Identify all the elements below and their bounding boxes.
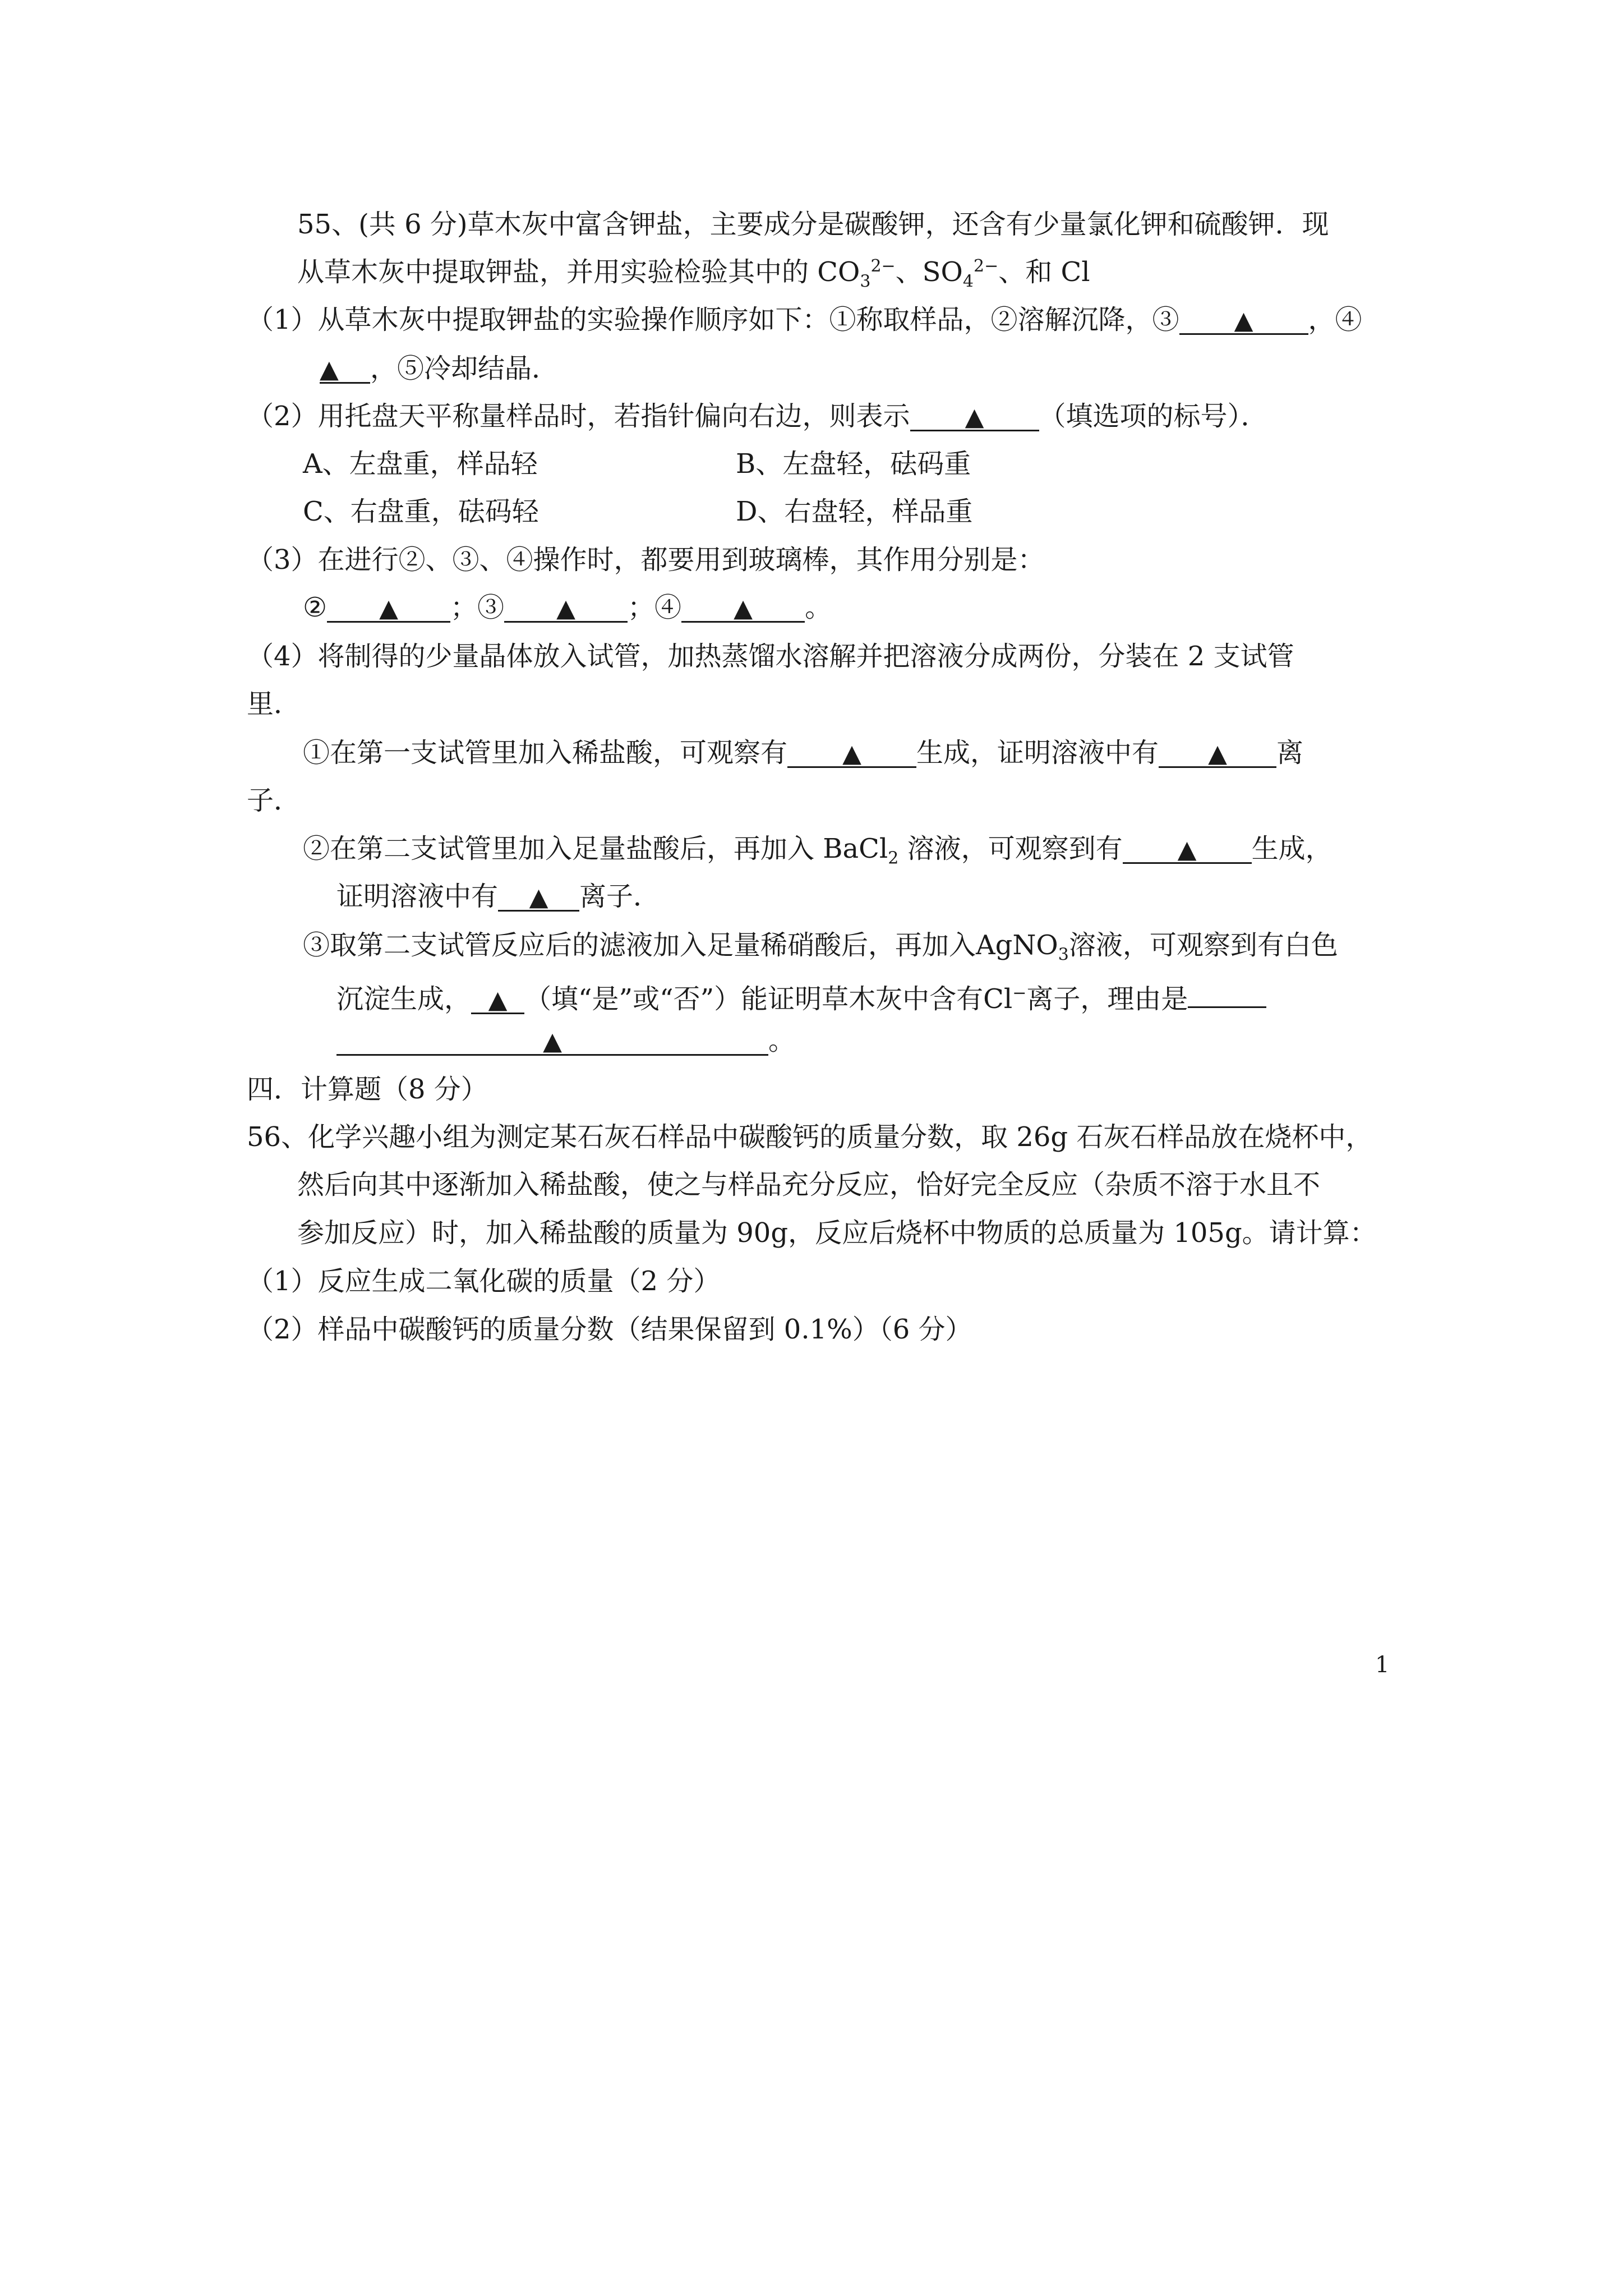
q55-part4-line2: 里． [247,688,301,720]
answer-blank-10[interactable]: ▲ [498,880,579,912]
q56-part1: （1）反应生成二氧化碳的质量（2 分） [247,1266,721,1297]
q56-part2: （2）样品中碳酸钙的质量分数（结果保留到 0.1%）（6 分） [247,1314,972,1345]
q55-sub2-line1: ②在第二支试管里加入足量盐酸后，再加入 BaCl$_2$ 溶液，可观察到有 ▲ 生成， [303,833,1332,868]
answer-blank-4[interactable]: ▲ [327,591,450,623]
option-a: A、左盘重，样品轻 [303,448,538,480]
q55-sub1-line2: 子． [247,785,301,816]
q55-sub2-line2: 证明溶液中有 ▲ 离子． [336,881,661,912]
answer-blank-9[interactable]: ▲ [1123,832,1252,864]
q55-line2: 从草木灰中提取钾盐，并用实验检验其中的 $CO_3^{2-}$、$SO_4^{2-}$、和 Cl [297,256,1090,292]
option-b: B、左盘轻，砝码重 [736,448,971,480]
q55-part3: （3）在进行②、③、④操作时，都要用到玻璃棒，其作用分别是： [247,544,1045,576]
option-c: C、右盘重，砝码轻 [303,496,539,527]
q55-sub3-line2: 沉淀生成， ▲ （填“是”或“否”）能证明草木灰中含有Cl−离子，理由是 [336,976,1266,1016]
answer-blank-1[interactable]: ▲ [1179,303,1308,335]
answer-blank-5[interactable]: ▲ [504,591,628,623]
answer-blank-11[interactable]: ▲ [471,982,524,1014]
option-d: D、右盘轻，样品重 [736,496,973,527]
q55-sub3-line1: ③取第二支试管反应后的滤液加入足量稀硝酸后，再加入AgNO$_3$溶液，可观察到有白色 [303,930,1338,965]
q55-part3-blanks: ② ▲ ；③ ▲ ；④ ▲ 。 [303,592,832,623]
q55-sub3-line3: ▲ 。 [336,1024,795,1057]
q55-part1-line1: （1）从草木灰中提取钾盐的实验操作顺序如下：①称取样品，②溶解沉降，③ ▲ ，④ [247,304,1362,335]
section-4-title: 四．计算题（8 分） [247,1074,488,1105]
answer-blank-8[interactable]: ▲ [1159,736,1276,768]
answer-blank-3[interactable]: ▲ [910,399,1039,431]
answer-blank-12a[interactable] [1188,976,1266,1008]
answer-blank-12[interactable]: ▲ [336,1024,768,1056]
answer-blank-2[interactable]: ▲ [320,352,370,384]
q55-part2: （2）用托盘天平称量样品时，若指针偏向右边，则表示 ▲ （填选项的标号）． [247,401,1268,432]
q55-sub1-line1: ①在第一支试管里加入稀盐酸，可观察有 ▲ 生成，证明溶液中有 ▲ 离 [303,737,1304,769]
page-number: 1 [1375,1652,1390,1678]
q55-line1: 55、(共 6 分)草木灰中富含钾盐，主要成分是碳酸钾，还含有少量氯化钾和硫酸钾．现 [297,209,1329,240]
q56-line3: 参加反应）时，加入稀盐酸的质量为 90g，反应后烧杯中物质的总质量为 105g。请计算： [297,1217,1377,1249]
q55-part4-line1: （4）将制得的少量晶体放入试管，加热蒸馏水溶解并把溶液分成两份，分装在 2 支试管 [247,641,1294,672]
answer-blank-7[interactable]: ▲ [787,736,916,768]
q56-line2: 然后向其中逐渐加入稀盐酸，使之与样品充分反应，恰好完全反应（杂质不溶于水且不 [297,1169,1321,1200]
answer-blank-6[interactable]: ▲ [681,591,805,623]
q55-part1-line2: ▲ ，⑤冷却结晶． [320,353,559,384]
q56-line1: 56、化学兴趣小组为测定某石灰石样品中碳酸钙的质量分数，取 26g 石灰石样品放在烧杯中， [247,1121,1373,1153]
